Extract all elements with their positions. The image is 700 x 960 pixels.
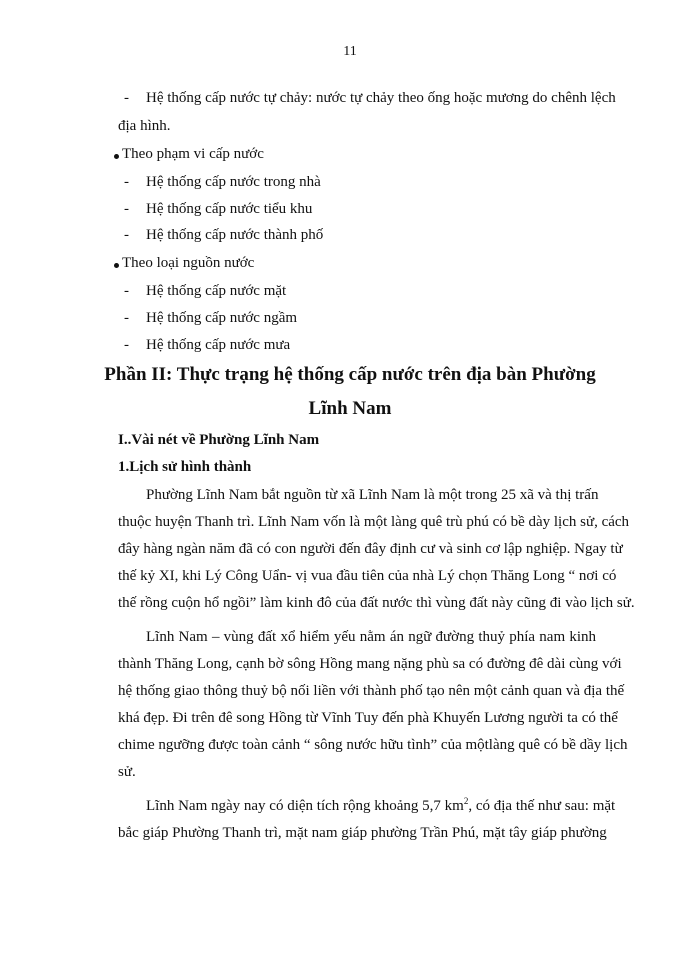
group-title-scope: Theo phạm vi cấp nước	[122, 146, 264, 162]
list-item: Hệ thống cấp nước tiểu khu	[146, 201, 313, 217]
paragraph-3-line2: bắc giáp Phường Thanh trì, mặt nam giáp phường Trần Phú, mặt tây giáp phường	[118, 825, 607, 841]
paragraph-1-line: Phường Lĩnh Nam bắt nguồn từ xã Lĩnh Nam là một trong 25 xã và thị trấn	[146, 487, 599, 503]
bullet-icon	[114, 263, 119, 268]
bullet-icon	[114, 154, 119, 159]
section-heading: I..Vài nét về Phường Lĩnh Nam	[118, 432, 320, 448]
list-dash: -	[124, 283, 129, 299]
group-title-source: Theo loại nguồn nước	[122, 255, 255, 271]
paragraph-3-line1	[146, 796, 616, 815]
list-item-gravity-line1: Hệ thống cấp nước tự chảy: nước tự chảy theo ống hoặc mương do chênh lệch	[146, 90, 616, 106]
list-dash: -	[124, 337, 129, 353]
paragraph-1-line: thế kỷ XI, khi Lý Công Uẩn- vị vua đầu tiên của nhà Lý chọn Thăng Long “ nơi có	[118, 568, 617, 584]
paragraph-2-line: hệ thống giao thông thuỷ bộ nối liền với thành phố tạo nên một cảnh quan và địa thế	[118, 683, 625, 699]
paragraph-1-line: đây hàng ngàn năm đã có con người đến đây định cư và sinh cơ lập nghiệp. Ngay từ	[118, 541, 623, 557]
list-item: Hệ thống cấp nước ngầm	[146, 310, 298, 326]
paragraph-2-line: sử.	[118, 764, 136, 780]
paragraph-1-line: thế rồng cuộn hổ ngồi” làm kinh đô của đất nước thì vùng đất này cũng đi vào lịch sử.	[118, 595, 635, 611]
paragraph-2-line: khá đẹp. Đi trên đê song Hồng từ Vĩnh Tuy đến phà Khuyến Lương người ta có thể	[118, 710, 618, 726]
list-item-gravity-line2: địa hình.	[118, 118, 171, 134]
paragraph-2-line: chime ngưỡng được toàn cảnh “ sông nước hữu tình” của mộtlàng quê có bề dầy lịch	[118, 737, 628, 753]
list-item: Hệ thống cấp nước thành phố	[146, 227, 324, 243]
list-dash: -	[124, 90, 129, 106]
list-dash: -	[124, 227, 129, 243]
subsection-heading: 1.Lịch sử hình thành	[118, 459, 252, 475]
list-item: Hệ thống cấp nước mặt	[146, 283, 287, 299]
list-item: Hệ thống cấp nước trong nhà	[146, 174, 321, 190]
list-dash: -	[124, 310, 129, 326]
paragraph-2-line: Lĩnh Nam – vùng đất xổ hiểm yếu nằm án ngữ đường thuỷ phía nam kinh	[146, 629, 596, 645]
paragraph-3-text: Lĩnh Nam ngày nay có diện tích rộng khoảng 5,7 km	[146, 798, 464, 814]
page-number: 11	[343, 44, 357, 59]
part-heading-line2: Lĩnh Nam	[308, 398, 392, 419]
part-heading-line1: Phần II: Thực trạng hệ thống cấp nước trên địa bàn Phường	[104, 364, 596, 385]
superscript: 2	[463, 796, 469, 806]
paragraph-3-text: , có địa thế như sau: mặt	[468, 798, 616, 814]
paragraph-1-line: thuộc huyện Thanh trì. Lĩnh Nam vốn là một làng quê trù phú có bề dày lịch sử, cách	[118, 514, 630, 530]
list-dash: -	[124, 174, 129, 190]
list-dash: -	[124, 201, 129, 217]
paragraph-2-line: thành Thăng Long, cạnh bờ sông Hồng mang nặng phù sa có đường đê dài cùng với	[118, 656, 622, 672]
list-item: Hệ thống cấp nước mưa	[146, 337, 291, 353]
